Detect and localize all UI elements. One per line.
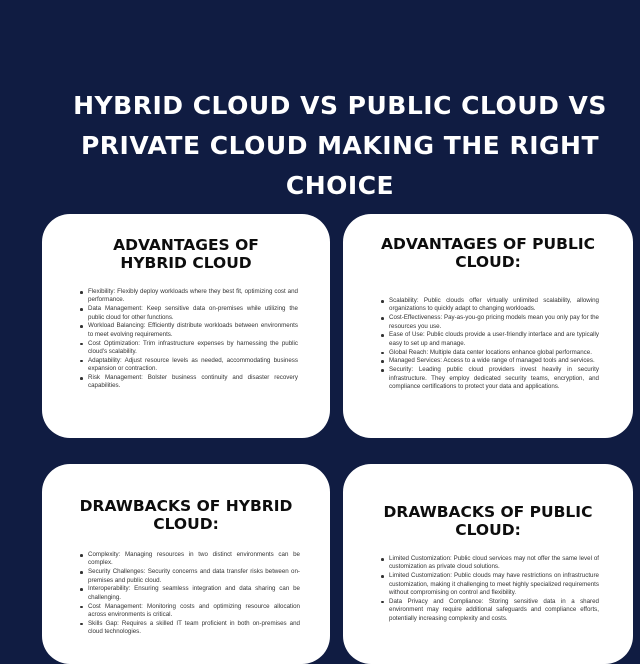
list-item: Workload Balancing: Efficiently distribute workloads between environments to meet evolving requirements. <box>88 322 298 338</box>
list-item: Limited Customization: Public cloud services may not offer the same level of customization as private cloud solutions. <box>389 555 599 571</box>
list-item: Adaptability: Adjust resource levels as needed, accommodating business expansion or contraction. <box>88 356 298 373</box>
card-advantages-hybrid-cloud <box>42 214 330 438</box>
card-heading: DRAWBACKS OF PUBLIC CLOUD: <box>383 503 593 539</box>
card-drawbacks-public-cloud <box>343 464 633 664</box>
bullet-list <box>343 555 633 623</box>
list-item: Security: Leading public cloud providers invest heavily in security infrastructure. They employ dedicated security teams, encryption, and compliance certifications to protect your data and applications. <box>389 366 599 391</box>
list-item: Interoperability: Ensuring seamless integration and data sharing can be challenging. <box>88 585 300 601</box>
list-item: Skills Gap: Requires a skilled IT team proficient in both on-premises and cloud technologies. <box>88 619 300 636</box>
list-item: Cost Optimization: Trim infrastructure expenses by harnessing the public cloud's scalability. <box>88 339 298 356</box>
list-item: Data Management: Keep sensitive data on-premises while utilizing the public cloud for other functions. <box>88 305 298 321</box>
bullet-list <box>42 288 330 391</box>
list-item: Ease of Use: Public clouds provide a user-friendly interface and are typically easy to set up and manage. <box>389 331 599 347</box>
list-item: Limited Customization: Public clouds may have restrictions on infrastructure customization, making it challenging to meet highly specialized requirements without compromising on control and flexibility. <box>389 572 599 597</box>
page-title: HYBRID CLOUD VS PUBLIC CLOUD VS PRIVATE CLOUD MAKING THE RIGHT CHOICE <box>73 91 607 200</box>
list-item: Security Challenges: Security concerns and data transfer risks between on-premises and public cloud. <box>88 568 300 584</box>
card-heading: ADVANTAGES OF PUBLIC CLOUD: <box>381 235 595 271</box>
card-drawbacks-hybrid-cloud <box>42 464 330 664</box>
list-item: Risk Management: Bolster business continuity and disaster recovery capabilities. <box>88 374 298 390</box>
list-item: Managed Services: Access to a wide range of managed tools and services. <box>389 357 599 365</box>
list-item: Cost Management: Monitoring costs and optimizing resource allocation across environments is critical. <box>88 602 300 619</box>
list-item: Global Reach: Multiple data center locations enhance global performance. <box>389 349 599 357</box>
list-item: Data Privacy and Compliance: Storing sensitive data in a shared environment may require additional safeguards and compliance efforts, potentially increasing complexity and costs. <box>389 597 599 622</box>
list-item: Scalability: Public clouds offer virtually unlimited scalability, allowing organizations to quickly adapt to changing workloads. <box>389 297 599 313</box>
card-heading: DRAWBACKS OF HYBRID CLOUD: <box>79 497 293 533</box>
list-item: Cost-Effectiveness: Pay-as-you-go pricing models mean you only pay for the resources you use. <box>389 314 599 330</box>
list-item: Complexity: Managing resources in two distinct environments can be complex. <box>88 551 300 567</box>
bullet-list <box>42 551 330 637</box>
card-advantages-public-cloud <box>343 214 633 438</box>
list-item: Flexibility: Flexibly deploy workloads where they best fit, optimizing cost and performance. <box>88 288 298 304</box>
card-heading: ADVANTAGES OF HYBRID CLOUD <box>113 236 259 272</box>
bullet-list <box>343 297 633 391</box>
